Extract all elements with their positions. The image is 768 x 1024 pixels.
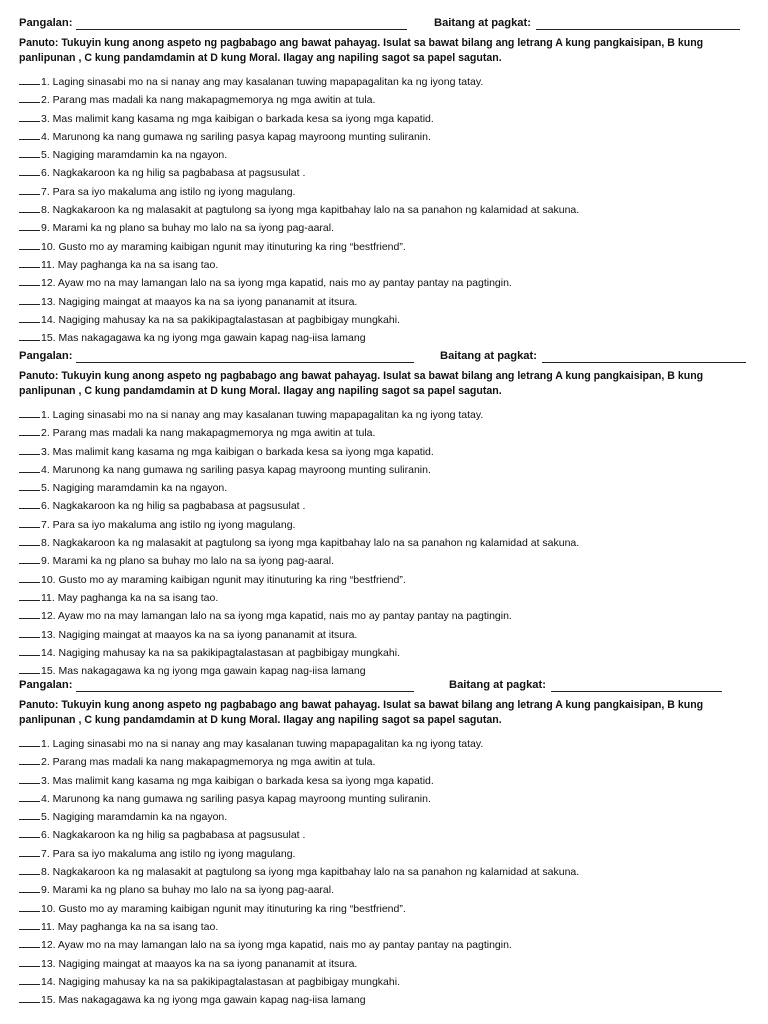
- list-item: [19, 863, 768, 881]
- list-item: [19, 497, 768, 515]
- list-item: [19, 955, 768, 973]
- answer-blank: [19, 330, 40, 341]
- item-text: 11. May paghanga ka na sa isang tao.: [41, 920, 219, 933]
- answer-blank: [19, 92, 40, 103]
- list-item: [19, 110, 768, 128]
- item-text: 15. Mas nakagagawa ka ng iyong mga gawain kapag nag-iisa lamang: [41, 332, 366, 345]
- item-text: 4. Marunong ka nang gumawa ng sariling pasya kapag mayroong munting suliranin.: [41, 130, 431, 143]
- answer-blank: [19, 184, 40, 195]
- answer-blank: [19, 846, 40, 857]
- list-item: [19, 936, 768, 954]
- item-text: 5. Nagiging maramdamin ka na ngayon.: [41, 811, 228, 824]
- list-item: [19, 826, 768, 844]
- answer-blank: [19, 498, 40, 509]
- list-item: [19, 881, 768, 899]
- list-item: [19, 406, 768, 424]
- list-item: [19, 735, 768, 753]
- item-text: 15. Mas nakagagawa ka ng iyong mga gawain kapag nag-iisa lamang: [41, 994, 366, 1007]
- worksheet-header: [0, 676, 768, 698]
- answer-blank: [19, 147, 40, 158]
- item-text: 13. Nagiging maingat at maayos ka na sa iyong pananamit at itsura.: [41, 628, 358, 641]
- list-item: [19, 183, 768, 201]
- item-text: 13. Nagiging maingat at maayos ka na sa iyong pananamit at itsura.: [41, 957, 358, 970]
- item-text: 11. May paghanga ka na sa isang tao.: [41, 258, 219, 271]
- answer-blank: [19, 608, 40, 619]
- list-item: [19, 219, 768, 237]
- item-text: 5. Nagiging maramdamin ka na ngayon.: [41, 482, 228, 495]
- list-item: [19, 164, 768, 182]
- worksheet-copy-1: [0, 14, 768, 347]
- name-blank-line: [76, 362, 414, 363]
- list-item: [19, 73, 768, 91]
- list-item: [19, 516, 768, 534]
- item-text: 12. Ayaw mo na may lamangan lalo na sa iyong mga kapatid, nais mo ay pantay pantay na pagtingin.: [41, 610, 512, 623]
- name-label: Pangalan:: [19, 350, 73, 362]
- answer-blank: [19, 239, 40, 250]
- answer-blank: [19, 901, 40, 912]
- list-item: [19, 128, 768, 146]
- item-list: [19, 406, 768, 680]
- answer-blank: [19, 425, 40, 436]
- answer-blank: [19, 919, 40, 930]
- item-text: 14. Nagiging mahusay ka na sa pakikipagtalastasan at pagbibigay mungkahi.: [41, 646, 400, 659]
- answer-blank: [19, 791, 40, 802]
- item-text: 9. Marami ka ng plano sa buhay mo lalo na sa iyong pag-aaral.: [41, 222, 335, 235]
- answer-blank: [19, 590, 40, 601]
- answer-blank: [19, 882, 40, 893]
- item-text: 8. Nagkakaroon ka ng malasakit at pagtulong sa iyong mga kapitbahay lalo na sa panahon ng kalamidad at sakuna.: [41, 537, 580, 550]
- list-item: [19, 589, 768, 607]
- answer-blank: [19, 827, 40, 838]
- list-item: [19, 479, 768, 497]
- answer-blank: [19, 627, 40, 638]
- grade-section-blank-line: [536, 29, 740, 30]
- list-item: [19, 274, 768, 292]
- answer-blank: [19, 956, 40, 967]
- list-item: [19, 534, 768, 552]
- list-item: [19, 238, 768, 256]
- answer-blank: [19, 202, 40, 213]
- grade-section-label: Baitang at pagkat:: [449, 679, 546, 691]
- item-text: 9. Marami ka ng plano sa buhay mo lalo na sa iyong pag-aaral.: [41, 555, 335, 568]
- answer-blank: [19, 736, 40, 747]
- list-item: [19, 293, 768, 311]
- answer-blank: [19, 294, 40, 305]
- answer-blank: [19, 645, 40, 656]
- answer-blank: [19, 572, 40, 583]
- item-text: 6. Nagkakaroon ka ng hilig sa pagbabasa at pagsusulat .: [41, 167, 306, 180]
- grade-section-label: Baitang at pagkat:: [434, 17, 531, 29]
- answer-blank: [19, 111, 40, 122]
- item-text: 1. Laging sinasabi mo na si nanay ang may kasalanan tuwing mapapagalitan ka ng iyong tatay.: [41, 76, 484, 88]
- answer-blank: [19, 257, 40, 268]
- item-text: 12. Ayaw mo na may lamangan lalo na sa iyong mga kapatid, nais mo ay pantay pantay na pagtingin.: [41, 939, 512, 952]
- item-text: 9. Marami ka ng plano sa buhay mo lalo na sa iyong pag-aaral.: [41, 884, 335, 897]
- item-text: 2. Parang mas madali ka nang makapagmemorya ng mga awitin at tula.: [41, 756, 376, 769]
- answer-blank: [19, 864, 40, 875]
- item-text: 10. Gusto mo ay maraming kaibigan ngunit may itinuturing ka ring “bestfriend”.: [41, 902, 406, 915]
- list-item: [19, 571, 768, 589]
- answer-blank: [19, 974, 40, 985]
- list-item: [19, 626, 768, 644]
- item-text: 11. May paghanga ka na sa isang tao.: [41, 591, 219, 604]
- list-item: [19, 91, 768, 109]
- list-item: [19, 753, 768, 771]
- answer-blank: [19, 553, 40, 564]
- item-text: 13. Nagiging maingat at maayos ka na sa iyong pananamit at itsura.: [41, 295, 358, 308]
- item-text: 1. Laging sinasabi mo na si nanay ang may kasalanan tuwing mapapagalitan ka ng iyong tatay.: [41, 738, 484, 750]
- item-text: 10. Gusto mo ay maraming kaibigan ngunit may itinuturing ka ring “bestfriend”.: [41, 573, 406, 586]
- answer-blank: [19, 773, 40, 784]
- list-item: [19, 790, 768, 808]
- worksheet-copy-3: [0, 676, 768, 1009]
- answer-blank: [19, 663, 40, 674]
- answer-blank: [19, 220, 40, 231]
- worksheet-copy-2: [0, 347, 768, 680]
- answer-blank: [19, 937, 40, 948]
- item-text: 8. Nagkakaroon ka ng malasakit at pagtulong sa iyong mga kapitbahay lalo na sa panahon ng kalamidad at sakuna.: [41, 866, 580, 879]
- list-item: [19, 461, 768, 479]
- list-item: [19, 311, 768, 329]
- name-label: Pangalan:: [19, 17, 73, 29]
- answer-blank: [19, 809, 40, 820]
- item-text: 1. Laging sinasabi mo na si nanay ang may kasalanan tuwing mapapagalitan ka ng iyong tatay.: [41, 409, 484, 421]
- list-item: [19, 256, 768, 274]
- item-text: 6. Nagkakaroon ka ng hilig sa pagbabasa at pagsusulat .: [41, 829, 306, 842]
- answer-blank: [19, 462, 40, 473]
- item-text: 4. Marunong ka nang gumawa ng sariling pasya kapag mayroong munting suliranin.: [41, 792, 431, 805]
- answer-blank: [19, 754, 40, 765]
- item-text: 5. Nagiging maramdamin ka na ngayon.: [41, 149, 228, 162]
- item-text: 6. Nagkakaroon ka ng hilig sa pagbabasa at pagsusulat .: [41, 500, 306, 513]
- item-text: 7. Para sa iyo makaluma ang istilo ng iyong magulang.: [41, 518, 296, 531]
- list-item: [19, 772, 768, 790]
- item-text: 14. Nagiging mahusay ka na sa pakikipagtalastasan at pagbibigay mungkahi.: [41, 975, 400, 988]
- directions: Panuto: Tukuyin kung anong aspeto ng pagbabago ang bawat pahayag. Isulat sa bawat bilang ang letrang A kung pangkaisipan, B kung panlipunan , C kung pandamdamin at D kung Moral. Ilagay ang napiling sagot sa papel sagutan.: [19, 370, 704, 397]
- list-item: [19, 991, 768, 1009]
- grade-section-blank-line: [542, 362, 746, 363]
- answer-blank: [19, 992, 40, 1003]
- list-item: [19, 146, 768, 164]
- item-text: 2. Parang mas madali ka nang makapagmemorya ng mga awitin at tula.: [41, 427, 376, 440]
- answer-blank: [19, 517, 40, 528]
- list-item: [19, 644, 768, 662]
- item-text: 14. Nagiging mahusay ka na sa pakikipagtalastasan at pagbibigay mungkahi.: [41, 313, 400, 326]
- grade-section-label: Baitang at pagkat:: [440, 350, 537, 362]
- directions: Panuto: Tukuyin kung anong aspeto ng pagbabago ang bawat pahayag. Isulat sa bawat bilang ang letrang A kung pangkaisipan, B kung panlipunan , C kung pandamdamin at D kung Moral. Ilagay ang napiling sagot sa papel sagutan.: [19, 37, 704, 64]
- item-text: 2. Parang mas madali ka nang makapagmemorya ng mga awitin at tula.: [41, 94, 376, 107]
- name-blank-line: [76, 29, 407, 30]
- answer-blank: [19, 407, 40, 418]
- worksheet-header: [0, 14, 768, 36]
- answer-blank: [19, 129, 40, 140]
- worksheet-header: [0, 347, 768, 369]
- item-text: 7. Para sa iyo makaluma ang istilo ng iyong magulang.: [41, 847, 296, 860]
- list-item: [19, 808, 768, 826]
- list-item: [19, 973, 768, 991]
- item-text: 15. Mas nakagagawa ka ng iyong mga gawain kapag nag-iisa lamang: [41, 665, 366, 678]
- grade-section-blank-line: [551, 691, 722, 692]
- directions: Panuto: Tukuyin kung anong aspeto ng pagbabago ang bawat pahayag. Isulat sa bawat bilang ang letrang A kung pangkaisipan, B kung panlipunan , C kung pandamdamin at D kung Moral. Ilagay ang napiling sagot sa papel sagutan.: [19, 699, 704, 726]
- item-list: [19, 735, 768, 1009]
- answer-blank: [19, 312, 40, 323]
- item-text: 4. Marunong ka nang gumawa ng sariling pasya kapag mayroong munting suliranin.: [41, 463, 431, 476]
- name-label: Pangalan:: [19, 679, 73, 691]
- list-item: [19, 201, 768, 219]
- answer-blank: [19, 535, 40, 546]
- list-item: [19, 900, 768, 918]
- answer-blank: [19, 165, 40, 176]
- answer-blank: [19, 480, 40, 491]
- list-item: [19, 329, 768, 347]
- list-item: [19, 918, 768, 936]
- answer-blank: [19, 74, 40, 85]
- list-item: [19, 443, 768, 461]
- list-item: [19, 552, 768, 570]
- item-text: 8. Nagkakaroon ka ng malasakit at pagtulong sa iyong mga kapitbahay lalo na sa panahon ng kalamidad at sakuna.: [41, 204, 580, 217]
- item-text: 3. Mas malimit kang kasama ng mga kaibigan o barkada kesa sa iyong mga kapatid.: [41, 774, 434, 787]
- item-list: [19, 73, 768, 347]
- answer-blank: [19, 444, 40, 455]
- item-text: 10. Gusto mo ay maraming kaibigan ngunit may itinuturing ka ring “bestfriend”.: [41, 240, 406, 253]
- item-text: 3. Mas malimit kang kasama ng mga kaibigan o barkada kesa sa iyong mga kapatid.: [41, 112, 434, 125]
- answer-blank: [19, 275, 40, 286]
- list-item: [19, 607, 768, 625]
- item-text: 7. Para sa iyo makaluma ang istilo ng iyong magulang.: [41, 185, 296, 198]
- list-item: [19, 845, 768, 863]
- list-item: [19, 424, 768, 442]
- name-blank-line: [76, 691, 414, 692]
- item-text: 3. Mas malimit kang kasama ng mga kaibigan o barkada kesa sa iyong mga kapatid.: [41, 445, 434, 458]
- item-text: 12. Ayaw mo na may lamangan lalo na sa iyong mga kapatid, nais mo ay pantay pantay na pagtingin.: [41, 277, 512, 290]
